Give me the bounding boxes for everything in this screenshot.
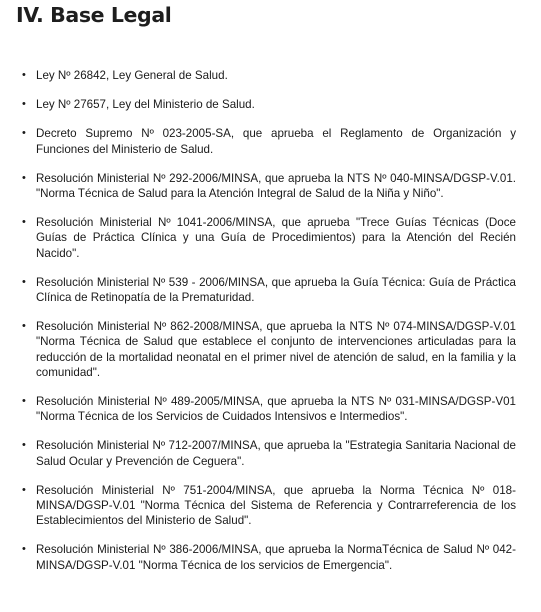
- legal-basis-list: [36, 68, 516, 587]
- legal-item: • Decreto Supremo Nº 023-2005-SA, que aprueba el Reglamento de Organización y Funciones del Ministerio de Salud.: [36, 126, 516, 156]
- legal-item: • Resolución Ministerial Nº 489-2005/MINSA, que aprueba la NTS Nº 031-MINSA/DGSP-V01 "Norma Técnica de los Servicios de Cuidados Intensivos e Intermedios".: [36, 394, 516, 424]
- legal-item: • Ley Nº 27657, Ley del Ministerio de Salud.: [36, 97, 516, 112]
- legal-item: • Resolución Ministerial Nº 292-2006/MINSA, que aprueba la NTS Nº 040-MINSA/DGSP-V.01. "Norma Técnica de Salud para la Atención Integral de Salud de la Niña y Niño".: [36, 171, 516, 201]
- legal-item: • Resolución Ministerial Nº 539 - 2006/MINSA, que aprueba la Guía Técnica: Guía de Práctica Clínica de Retinopatía de la Prematuridad.: [36, 275, 516, 305]
- legal-item: • Resolución Ministerial Nº 1041-2006/MINSA, que aprueba "Trece Guías Técnicas (Doce Guías de Práctica Clínica y una Guía de Procedimientos) para la Atención del Recién Nacido".: [36, 215, 516, 261]
- legal-item: • Resolución Ministerial Nº 862-2008/MINSA, que aprueba la NTS Nº 074-MINSA/DGSP-V.01 "Norma Técnica de Salud que establece el conjunto de intervenciones articuladas para la reducción de la mortalidad neonatal en el primer nivel de atención de salud, en la familia y la comunidad".: [36, 319, 516, 380]
- legal-item: • Ley Nº 26842, Ley General de Salud.: [36, 68, 516, 83]
- legal-item: • Resolución Ministerial Nº 751-2004/MINSA, que aprueba la Norma Técnica Nº 018-MINSA/DGSP-V.01 "Norma Técnica del Sistema de Referencia y Contrarreferencia de los Establecimientos del Ministerio de Salud".: [36, 483, 516, 529]
- legal-item: • Resolución Ministerial Nº 712-2007/MINSA, que aprueba la "Estrategia Sanitaria Nacional de Salud Ocular y Prevención de Ceguera".: [36, 438, 516, 468]
- legal-item: • Resolución Ministerial Nº 386-2006/MINSA, que aprueba la NormaTécnica de Salud Nº 042-MINSA/DGSP-V.01 "Norma Técnica de los servicios de Emergencia".: [36, 542, 516, 572]
- section-title: IV. Base Legal: [16, 3, 172, 27]
